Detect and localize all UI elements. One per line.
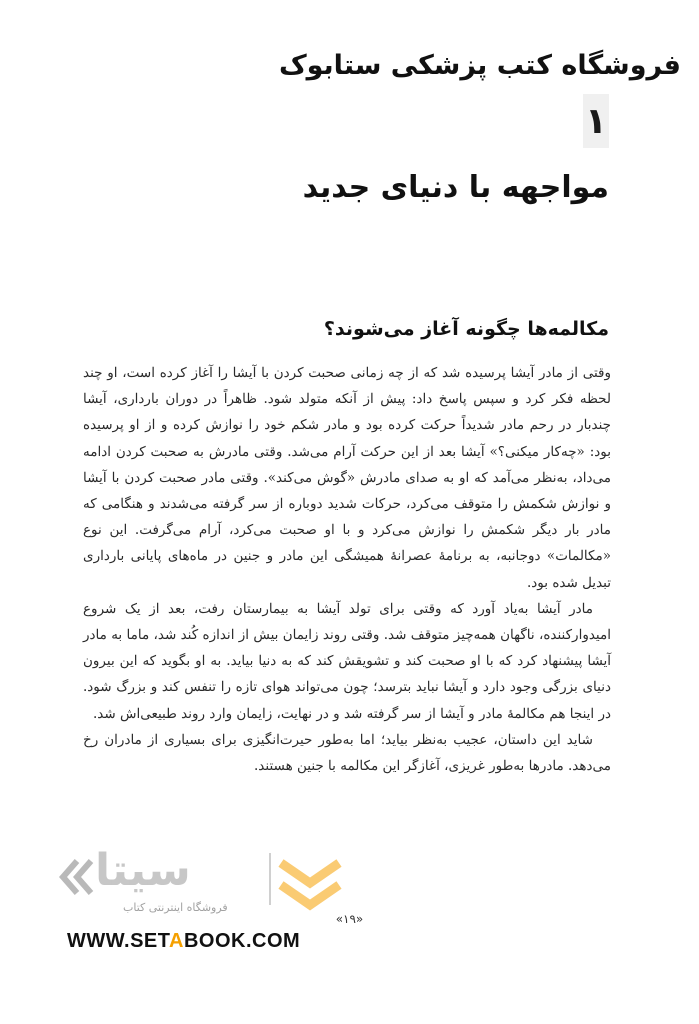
- chevrons-icon: [55, 855, 95, 899]
- chapter-title: مواجهه با دنیای جدید: [302, 170, 609, 205]
- chapter-number-box: [583, 94, 609, 148]
- body-text: [83, 360, 611, 779]
- section-title: مکالمه‌ها چگونه آغاز می‌شوند؟: [323, 318, 609, 340]
- site-url-accent: A: [169, 930, 184, 952]
- paragraph-3: شاید این داستان، عجیب به‌نظر بیاید؛ اما به‌طور حیرت‌انگیزی برای بسیاری از مادران رخ می‌دهد. مادرها به‌طور غریزی، آغاز‌گر این مکالمه با جنین هستند.: [83, 731, 611, 775]
- watermark-divider: [269, 853, 271, 905]
- store-header: فروشگاه کتب پزشکی ستابوک: [278, 50, 681, 81]
- site-url[interactable]: [67, 930, 300, 953]
- watermark-brand: سیتا: [95, 845, 191, 896]
- chapter-number: ۱: [585, 100, 607, 142]
- paragraph-1: وقتی از مادر آیشا پرسیده شد که از چه زمانی صحبت کردن با آیشا را آغاز کرده است، او چند لحظه فکر کرد و سپس پاسخ داد: پیش از آنکه متولد شود. ظاهراً در دوران بارداری، آیشا چندبار در رحم مادر شدیداً حرکت کرده بود و مادر شکم خود را نوازش کرده و از او پرسیده بود: «چه‌کار میکنی؟» آیشا بعد از این حرکت آرام می‌شد. وقتی مادرش به صحبت کردن ادامه می‌داد، به‌نظر می‌آمد که او به صدای مادرش «گوش می‌کند». وقتی مادر صحبت کردن با آیشا و نوازش شکمش را متوقف می‌کرد، حرکات شدید دوباره از سر گرفته می‌شدند و هنگامی که مادر بار دیگر شکمش را نوازش می‌کرد و با او صحبت می‌کرد، آرام می‌گرفت. این نوع «مکالمات» دوجانبه، به برنامهٔ عصرانهٔ همیشگی این مادر و جنین در ماه‌های پایانی بارداری تبدیل شده بود.: [83, 365, 611, 591]
- page-number: «۱۹»: [335, 912, 364, 926]
- site-url-prefix: WWW.SET: [67, 930, 169, 952]
- paragraph-2: مادر آیشا به‌یاد آورد که وقتی برای تولد آیشا به بیمارستان رفت، بعد از یک شروع امیدوارکننده، ناگهان همه‌چیز متوقف شد. وقتی روند زایمان بیش از اندازه کُند شد، ماما به مادر آیشا پیشنهاد کرد که با او صحبت کند و تشویقش کند که به دنیا بیاید. به او بگوید که این بیرون دنیای بزرگی وجود دارد و آیشا نباید بترسد؛ چون می‌تواند هوای تازه را تنفس کند و بزرگ شود. در اینجا هم مکالمهٔ مادر و آیشا از سر گرفته شد و در نهایت، زایمان وارد روند طبیعی‌اش شد.: [83, 600, 611, 722]
- watermark-tagline: فروشگاه اینترنتی کتاب: [123, 901, 228, 914]
- book-chevron-icon: [277, 853, 343, 913]
- site-url-suffix: BOOK.COM: [183, 930, 301, 952]
